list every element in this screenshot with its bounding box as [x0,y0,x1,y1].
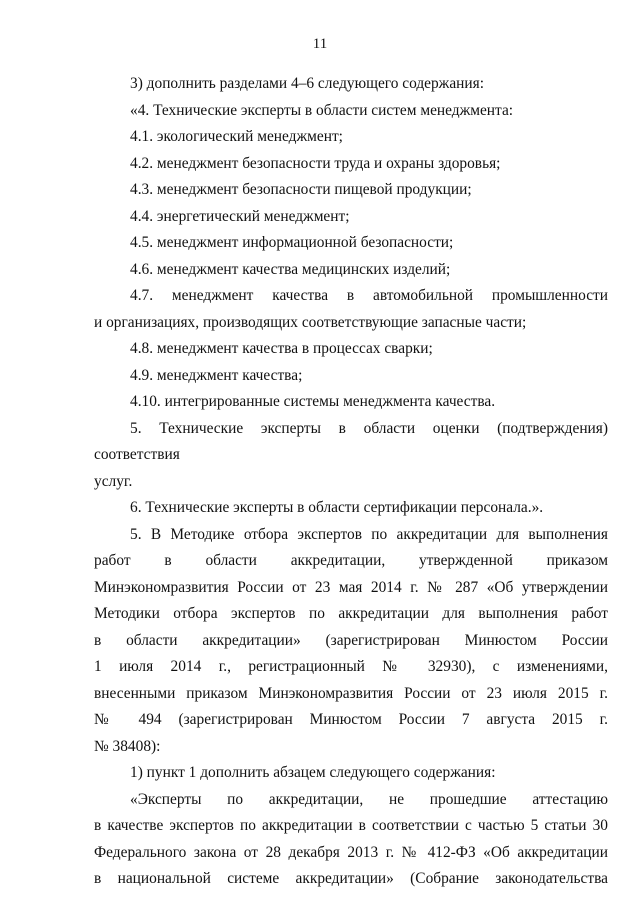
paragraph-line: Методики отбора экспертов по аккредитации для выполнения работ [94,605,608,622]
list-item-4-5: 4.5. менеджмент информационной безопасности; [130,234,454,251]
paragraph-methodology [94,522,608,761]
list-item-4-8: 4.8. менеджмент качества в процессах сварки; [130,340,433,357]
paragraph-line: Федерального закона от 28 декабря 2013 г. № 412-ФЗ «Об аккредитации [94,843,608,861]
paragraph-line: и организациях, производящих соответствующие запасные части; [94,313,527,331]
paragraph-experts-quote [94,787,608,893]
list-item-4-1: 4.1. экологический менеджмент; [130,128,343,145]
list-item-4-10: 4.10. интегрированные системы менеджмента качества. [130,393,496,410]
paragraph-line: внесенными приказом Минэкономразвития России от 23 июля 2015 г. [94,684,608,702]
list-item-4-4: 4.4. энергетический менеджмент; [130,207,350,225]
paragraph-line: № 38408): [94,737,161,755]
paragraph-line: услуг. [94,472,133,490]
paragraph-line: в качестве экспертов по аккредитации в соответствии с частью 5 статьи 30 [94,817,608,834]
paragraph-line: 5. В Методике отбора экспертов по аккредитации для выполнения [130,525,608,543]
list-item-4-2: 4.2. менеджмент безопасности труда и охраны здоровья; [130,154,501,172]
page-number: 11 [312,36,328,52]
list-item-4-6: 4.6. менеджмент качества медицинских изделий; [130,260,451,278]
paragraph-line: Минэкономразвития России от 23 мая 2014 г. № 287 «Об утверждении [94,578,608,596]
paragraph-section-6: 6. Технические эксперты в области сертификации персонала.». [130,499,544,516]
paragraph-line: № 494 (зарегистрирован Минюстом России 7 августа 2015 г. [94,711,608,728]
paragraph-line: работ в области аккредитации, утвержденной приказом [94,552,608,569]
paragraph-section-4-heading: «4. Технические эксперты в области систем менеджмента: [130,101,514,119]
paragraph-section-5 [94,416,608,496]
paragraph-line: «Эксперты по аккредитации, не прошедшие аттестацию [130,790,608,808]
paragraph-line: 5. Технические эксперты в области оценки (подтверждения) соответствия [94,419,608,463]
document-body [94,71,608,893]
list-item-4-3: 4.3. менеджмент безопасности пищевой продукции; [130,181,472,198]
paragraph-line: в национальной системе аккредитации» (Собрание законодательства [94,870,608,887]
list-item-4-7 [94,283,608,336]
paragraph-line: 4.7. менеджмент качества в автомобильной промышленности [130,287,608,304]
paragraph-line: 1 июля 2014 г., регистрационный № 32930), с изменениями, [94,658,608,675]
list-item-4-9: 4.9. менеджмент качества; [130,366,303,384]
paragraph-amend-sections: 3) дополнить разделами 4–6 следующего содержания: [130,75,484,92]
paragraph-line: в области аккредитации» (зарегистрирован Минюстом России [94,631,608,649]
paragraph-item-1: 1) пункт 1 дополнить абзацем следующего содержания: [130,764,496,781]
